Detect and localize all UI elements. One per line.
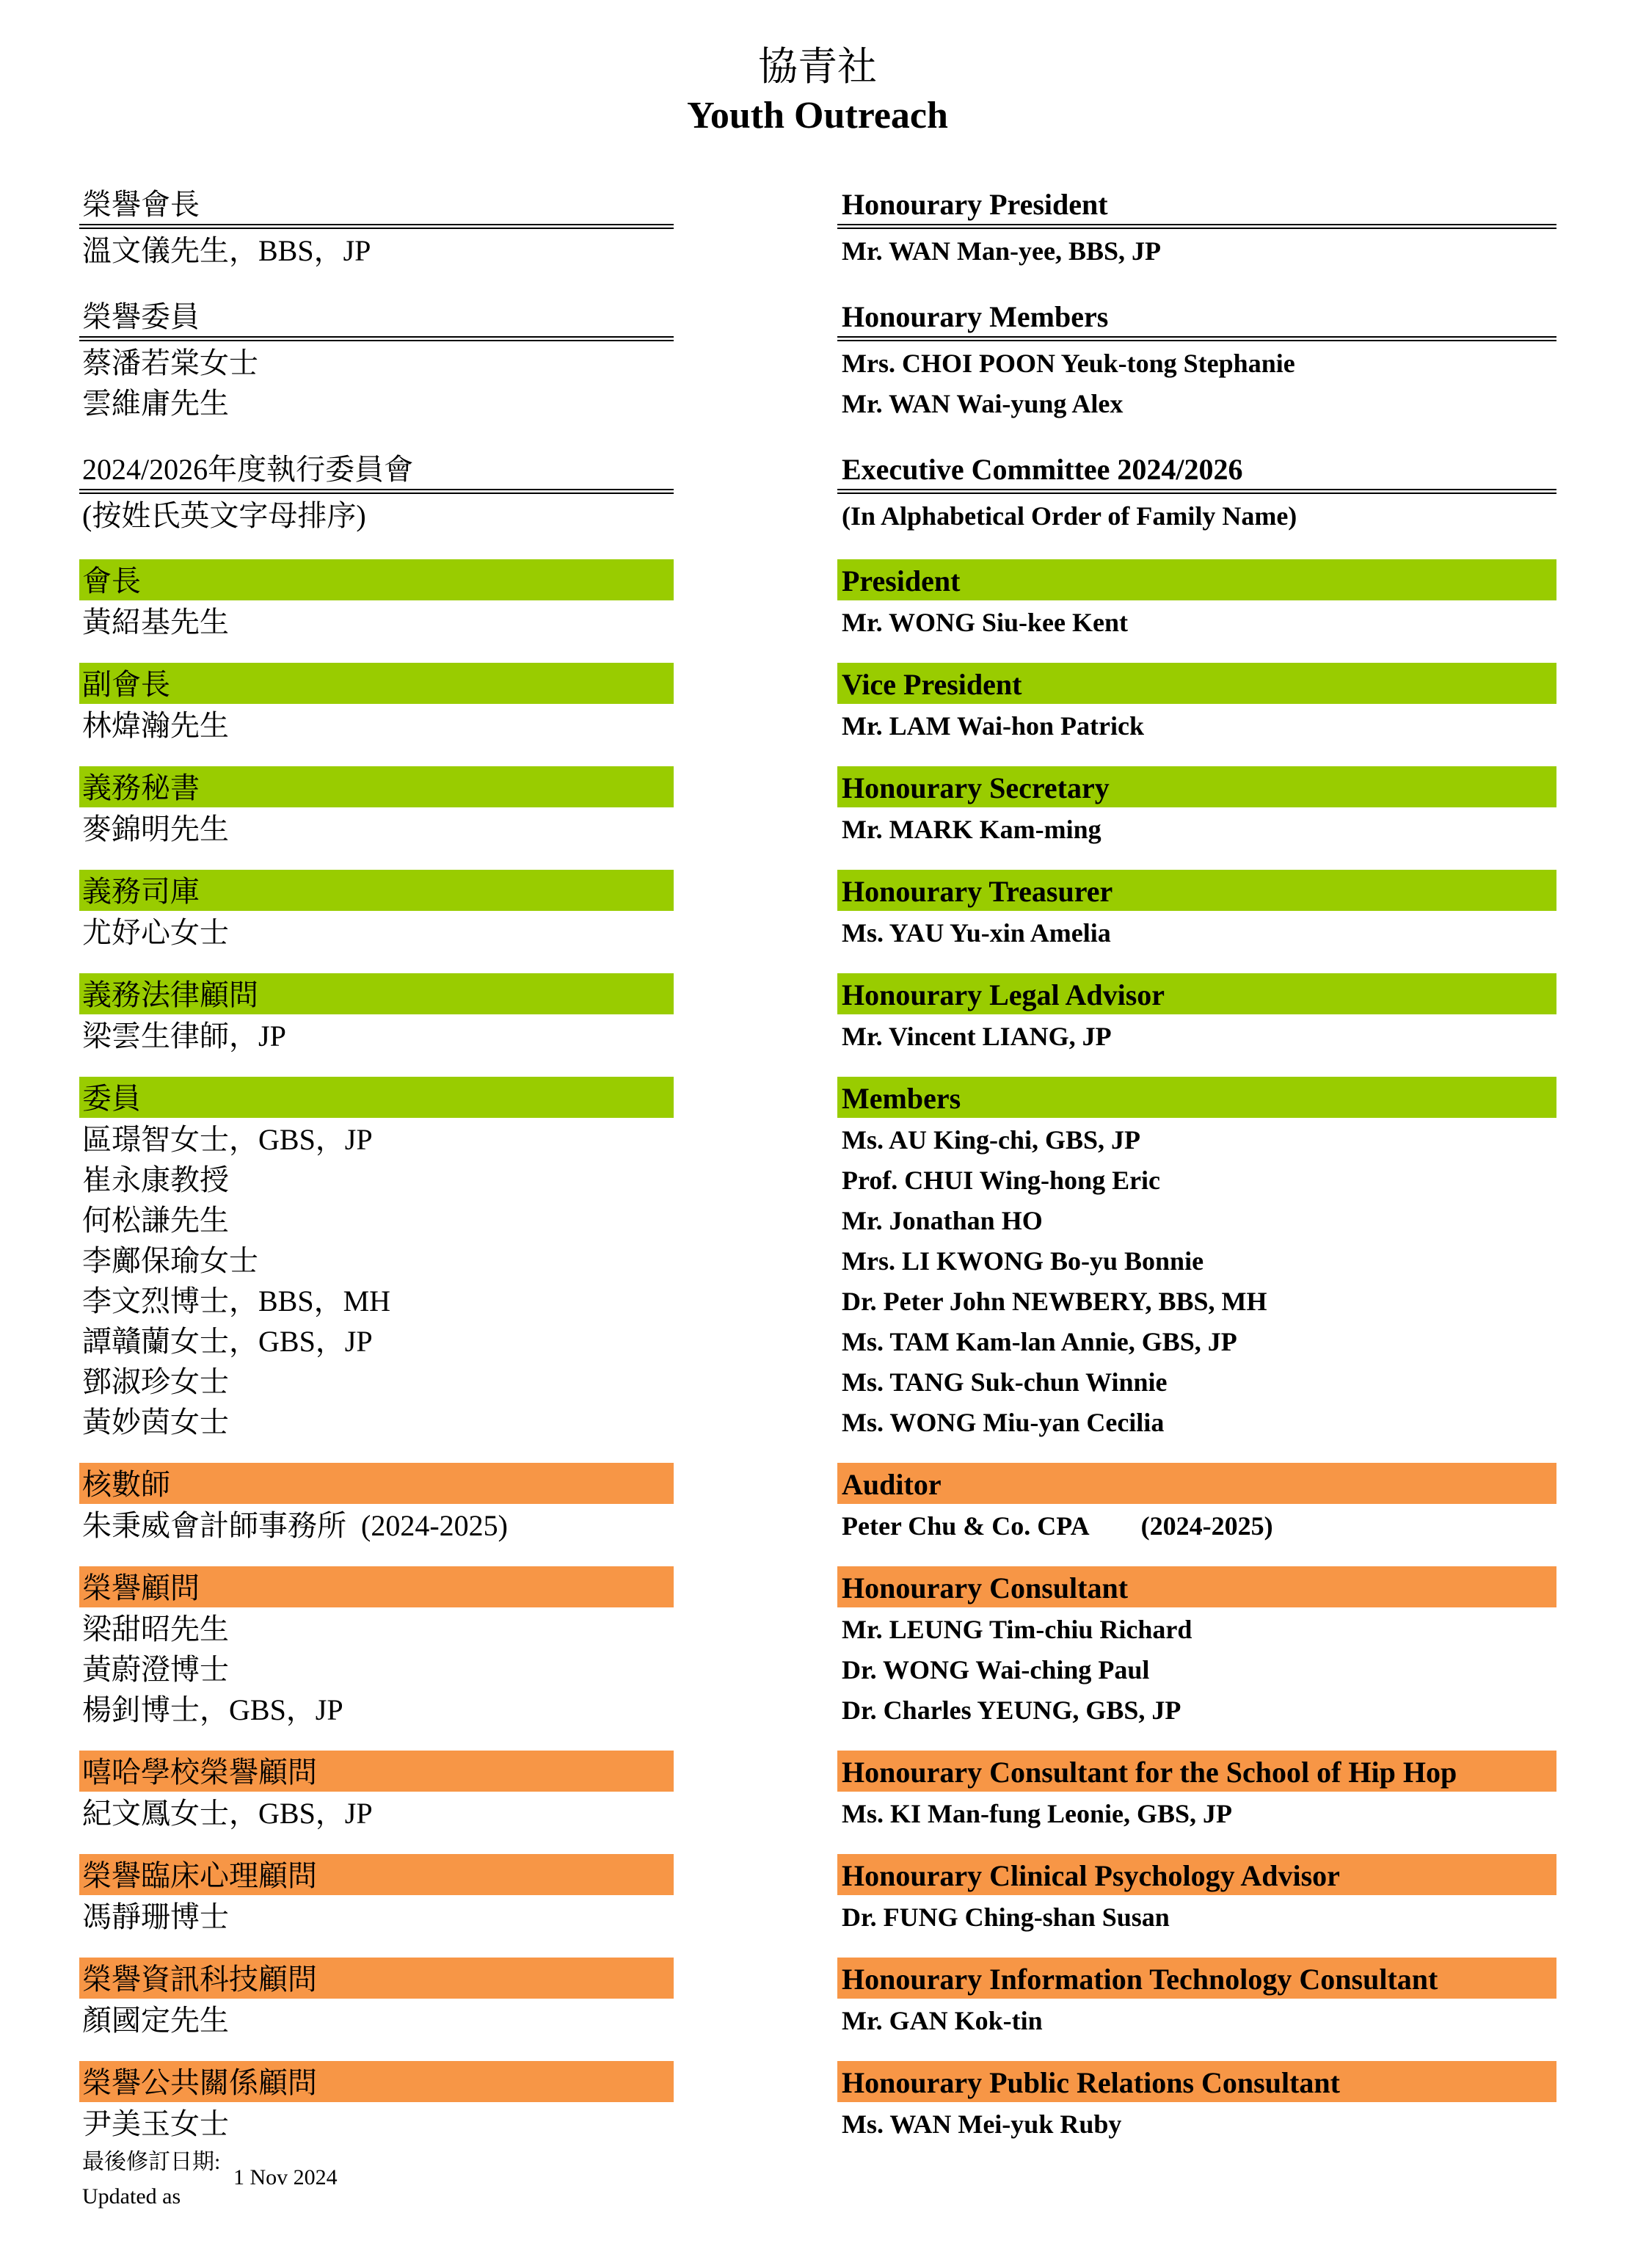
- list-item: 譚贛蘭女士，GBS，JP: [82, 1325, 373, 1358]
- list-item: Mrs. LI KWONG Bo-yu Bonnie: [842, 1246, 1204, 1276]
- list-item: Prof. CHUI Wing-hong Eric: [842, 1166, 1161, 1195]
- section-en: [837, 1854, 1556, 1936]
- section-zh: [79, 663, 674, 744]
- section-heading: 委員: [79, 1077, 674, 1118]
- list-item: 尤妤心女士: [82, 916, 229, 949]
- section-heading: 義務秘書: [79, 766, 674, 807]
- list-item: Mr. GAN Kok-tin: [842, 2006, 1043, 2035]
- list-item: 梁甜昭先生: [82, 1613, 229, 1646]
- section-en: [837, 447, 1556, 534]
- list-item: Mrs. CHOI POON Yeuk-tong Stephanie: [842, 349, 1295, 378]
- list-item: (按姓氏英文字母排序): [82, 499, 366, 532]
- title-english: Youth Outreach: [687, 95, 948, 137]
- section-zh: [79, 447, 674, 534]
- section-zh: [79, 294, 674, 422]
- list-item: Mr. Vincent LIANG, JP: [842, 1022, 1112, 1051]
- section-zh: [79, 1854, 674, 1936]
- section-heading: 榮譽臨床心理顧問: [79, 1854, 674, 1895]
- section-zh: [79, 1751, 674, 1832]
- section-en: [837, 2061, 1556, 2142]
- list-item: Ms. TANG Suk-chun Winnie: [842, 1367, 1168, 1397]
- list-item: Ms. KI Man-fung Leonie, GBS, JP: [842, 1799, 1233, 1828]
- list-item: 麥錦明先生: [82, 813, 229, 846]
- section-heading: Honourary Clinical Psychology Advisor: [837, 1854, 1556, 1895]
- chinese-column: [79, 182, 674, 2142]
- list-item: Ms. AU King-chi, GBS, JP: [842, 1125, 1141, 1155]
- section-heading: 會長: [79, 559, 674, 600]
- updated-label-english: Updated as: [82, 2184, 181, 2209]
- list-item: 何松謙先生: [82, 1204, 229, 1237]
- section-heading: 核數師: [79, 1463, 674, 1504]
- updated-label-chinese: 最後修訂日期:: [82, 2150, 221, 2174]
- list-item: 溫文儀先生，BBS，JP: [82, 234, 371, 267]
- section-en: [837, 1463, 1556, 1544]
- list-item: Ms. WONG Miu-yan Cecilia: [842, 1408, 1165, 1437]
- list-item: Dr. FUNG Ching-shan Susan: [842, 1902, 1170, 1932]
- section-heading: 榮譽會長: [79, 182, 674, 229]
- list-item: Mr. LEUNG Tim-chiu Richard: [842, 1615, 1192, 1644]
- section-zh: [79, 973, 674, 1055]
- section-zh: [79, 559, 674, 641]
- section-heading: 2024/2026年度執行委員會: [79, 447, 674, 494]
- list-item: 梁雲生律師，JP: [82, 1019, 286, 1053]
- list-item: Ms. YAU Yu-xin Amelia: [842, 918, 1111, 948]
- section-zh: [79, 2061, 674, 2142]
- section-heading: 榮譽資訊科技顧問: [79, 1958, 674, 1999]
- list-item: Peter Chu & Co. CPA (2024-2025): [842, 1511, 1273, 1541]
- list-item: 李鄺保瑜女士: [82, 1244, 258, 1277]
- section-en: [837, 1958, 1556, 2039]
- list-item: 鄧淑珍女士: [82, 1365, 229, 1398]
- list-item: 蔡潘若棠女士: [82, 346, 258, 379]
- section-heading: Auditor: [837, 1463, 1556, 1504]
- title-chinese: 協青社: [758, 45, 877, 89]
- section-heading: Honourary Treasurer: [837, 870, 1556, 911]
- section-zh: [79, 870, 674, 951]
- updated-date: 1 Nov 2024: [233, 2165, 338, 2189]
- section-zh: [79, 1566, 674, 1729]
- section-heading: Honourary Members: [837, 294, 1556, 341]
- section-en: [837, 182, 1556, 269]
- section-heading: Honourary Public Relations Consultant: [837, 2061, 1556, 2102]
- list-item: 黃蔚澄博士: [82, 1653, 229, 1686]
- section-heading: 榮譽顧問: [79, 1566, 674, 1607]
- document-header: [0, 41, 1635, 139]
- list-item: 黃紹基先生: [82, 606, 229, 639]
- section-heading: Honourary President: [837, 182, 1556, 229]
- list-item: Mr. LAM Wai-hon Patrick: [842, 711, 1144, 741]
- list-item: (In Alphabetical Order of Family Name): [842, 501, 1297, 531]
- section-heading: Executive Committee 2024/2026: [837, 447, 1556, 494]
- section-heading: Vice President: [837, 663, 1556, 704]
- section-zh: [79, 1463, 674, 1544]
- list-item: Ms. TAM Kam-lan Annie, GBS, JP: [842, 1327, 1237, 1356]
- section-heading: 副會長: [79, 663, 674, 704]
- list-item: 尹美玉女士: [82, 2107, 229, 2140]
- list-item: Mr. Jonathan HO: [842, 1206, 1043, 1235]
- section-en: [837, 663, 1556, 744]
- list-item: 區璟智女士，GBS，JP: [82, 1123, 373, 1156]
- list-item: 馮靜珊博士: [82, 1900, 229, 1933]
- section-zh: [79, 182, 674, 269]
- section-heading: 嘻哈學校榮譽顧問: [79, 1751, 674, 1792]
- section-en: [837, 1751, 1556, 1832]
- section-heading: Honourary Consultant for the School of Hip Hop: [837, 1751, 1556, 1792]
- section-zh: [79, 1958, 674, 2039]
- list-item: 紀文鳳女士，GBS，JP: [82, 1797, 373, 1830]
- list-item: 朱秉威會計師事務所 (2024-2025): [82, 1509, 508, 1542]
- list-item: 顏國定先生: [82, 2004, 229, 2037]
- section-en: [837, 559, 1556, 641]
- list-item: Mr. WAN Man-yee, BBS, JP: [842, 236, 1161, 266]
- list-item: 李文烈博士，BBS，MH: [82, 1284, 391, 1317]
- list-item: 林煒瀚先生: [82, 709, 229, 742]
- list-item: Ms. WAN Mei-yuk Ruby: [842, 2109, 1122, 2139]
- section-heading: 榮譽委員: [79, 294, 674, 341]
- section-en: [837, 1077, 1556, 1441]
- section-heading: 榮譽公共關係顧問: [79, 2061, 674, 2102]
- list-item: 崔永康教授: [82, 1163, 229, 1196]
- section-heading: Members: [837, 1077, 1556, 1118]
- section-en: [837, 294, 1556, 422]
- section-en: [837, 766, 1556, 848]
- list-item: Dr. WONG Wai-ching Paul: [842, 1655, 1150, 1684]
- section-heading: Honourary Secretary: [837, 766, 1556, 807]
- section-heading: Honourary Consultant: [837, 1566, 1556, 1607]
- section-heading: Honourary Information Technology Consultant: [837, 1958, 1556, 1999]
- english-column: [837, 182, 1556, 2142]
- list-item: Mr. WONG Siu-kee Kent: [842, 608, 1129, 637]
- list-item: 黃妙茵女士: [82, 1406, 229, 1439]
- section-heading: 義務司庫: [79, 870, 674, 911]
- list-item: Dr. Peter John NEWBERY, BBS, MH: [842, 1287, 1267, 1316]
- section-en: [837, 870, 1556, 951]
- section-heading: 義務法律顧問: [79, 973, 674, 1014]
- section-en: [837, 973, 1556, 1055]
- list-item: Dr. Charles YEUNG, GBS, JP: [842, 1695, 1181, 1725]
- section-heading: President: [837, 559, 1556, 600]
- list-item: Mr. MARK Kam-ming: [842, 815, 1101, 844]
- section-zh: [79, 1077, 674, 1441]
- section-en: [837, 1566, 1556, 1729]
- list-item: 雲維庸先生: [82, 387, 229, 420]
- list-item: 楊釗博士，GBS，JP: [82, 1693, 343, 1726]
- list-item: Mr. WAN Wai-yung Alex: [842, 389, 1124, 418]
- section-zh: [79, 766, 674, 848]
- section-heading: Honourary Legal Advisor: [837, 973, 1556, 1014]
